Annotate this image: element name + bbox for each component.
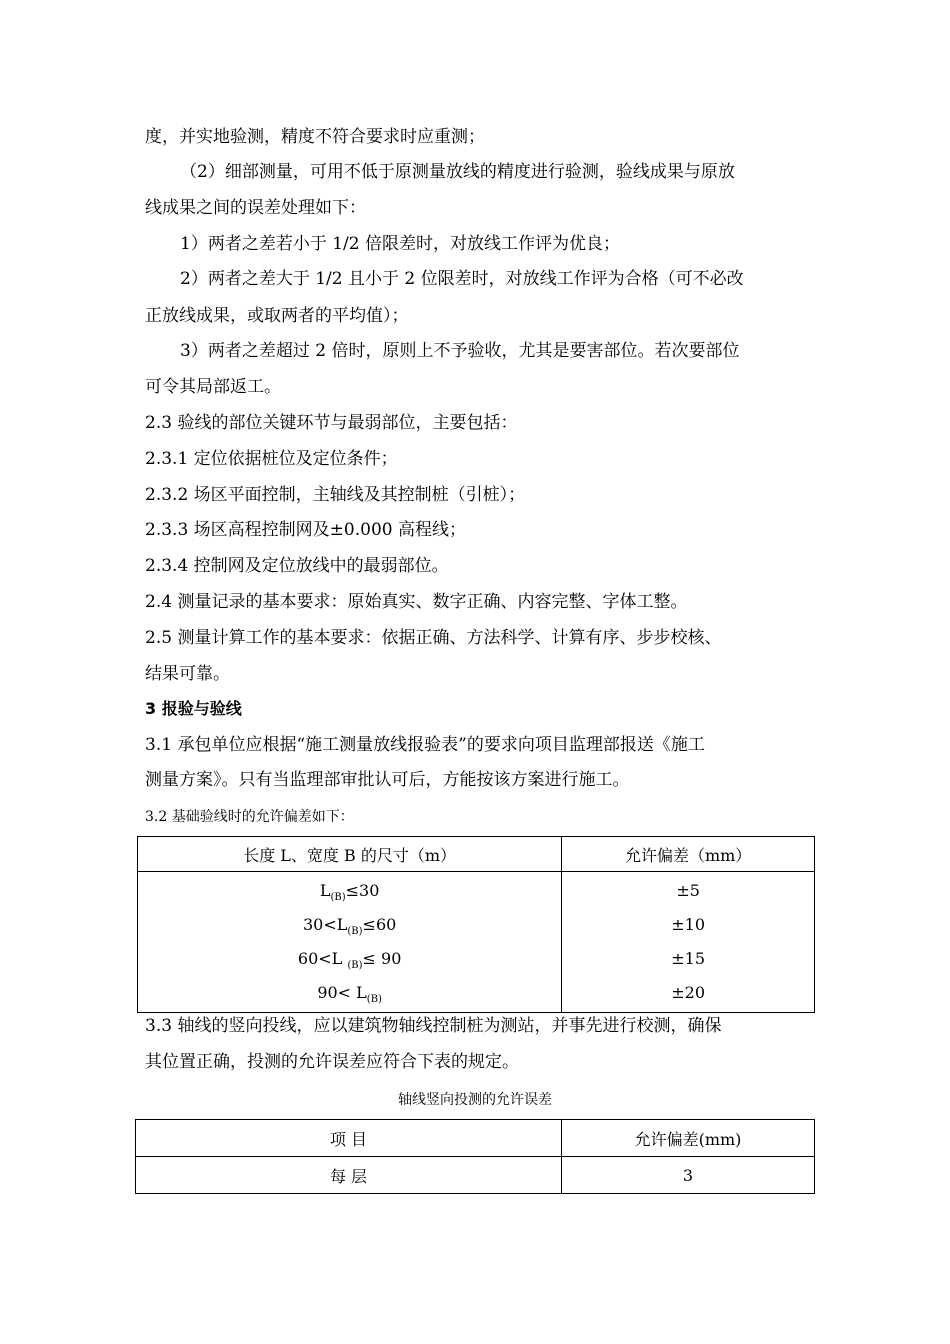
paragraph-line: 3.1 承包单位应根据“施工测量放线报验表”的要求向项目监理部报送《施工	[145, 735, 705, 755]
paragraph-line: 结果可靠。	[145, 664, 230, 684]
paragraph-line: 正放线成果，或取两者的平均值）；	[145, 306, 409, 326]
deviation-column	[562, 872, 815, 1013]
table-header-cell: 项 目	[136, 1120, 562, 1157]
table-cell: ±10	[671, 915, 706, 934]
paragraph-line: 3.3 轴线的竖向投线，应以建筑物轴线控制桩为测站，并事先进行校测，确保	[145, 1016, 722, 1036]
table-cell: ±20	[671, 983, 706, 1002]
paragraph-line: 2.3.3 场区高程控制网及±0.000 高程线；	[145, 520, 466, 540]
paragraph-line: 2.3.4 控制网及定位放线中的最弱部位。	[145, 556, 449, 576]
paragraph-line: 2.3 验线的部位关键环节与最弱部位，主要包括：	[145, 413, 518, 433]
paragraph-line: 2.4 测量记录的基本要求：原始真实、数字正确、内容完整、字体工整。	[145, 592, 688, 612]
table-caption: 轴线竖向投测的允许误差	[398, 1092, 552, 1108]
paragraph-line: 2.3.1 定位依据桩位及定位条件；	[145, 449, 398, 469]
table-cell: $30<L_{(B)}\le 60$	[302, 915, 397, 938]
foundation-tolerance-table	[137, 836, 815, 1013]
table-cell: 60<L $_{(B)}$≤ 90	[297, 949, 402, 972]
axis-tolerance-table	[135, 1119, 815, 1194]
table-cell: 每 层	[136, 1157, 562, 1194]
paragraph-line: 线成果之间的误差处理如下：	[145, 198, 366, 218]
table-cell: 3	[562, 1157, 815, 1194]
paragraph-line: 2）两者之差大于 1/2 且小于 2 位限差时，对放线工作评为合格（可不必改	[180, 269, 744, 289]
paragraph-line: 3）两者之差超过 2 倍时，原则上不予验收，尤其是要害部位。若次要部位	[180, 341, 740, 361]
paragraph-line: 3.2 基础验线时的允许偏差如下：	[145, 809, 354, 825]
paragraph-line: 2.3.2 场区平面控制，主轴线及其控制桩（引桩）；	[145, 485, 526, 505]
paragraph-line: 2.5 测量计算工作的基本要求：依据正确、方法科学、计算有序、步步校核、	[145, 628, 722, 648]
paragraph-line: 度，并实地验测，精度不符合要求时应重测；	[145, 127, 485, 147]
table-cell: ±15	[671, 949, 706, 968]
dimension-column	[138, 872, 562, 1013]
paragraph-line: 测量方案》。只有当监理部审批认可后，方能按该方案进行施工。	[145, 770, 630, 790]
paragraph-line: 可令其局部返工。	[145, 377, 281, 397]
paragraph-line: （2）细部测量，可用不低于原测量放线的精度进行验测，验线成果与原放	[180, 162, 735, 182]
paragraph-line: 其位置正确，投测的允许误差应符合下表的规定。	[145, 1052, 519, 1072]
table-cell: $90< L_{(B)}$	[317, 983, 382, 1006]
section-heading: 3 报验与验线	[145, 699, 242, 718]
table-header-cell: 长度 L、宽度 B 的尺寸（m）	[138, 837, 562, 872]
table-cell: ±5	[676, 881, 700, 900]
paragraph-line: 1）两者之差若小于 1/2 倍限差时，对放线工作评为优良；	[180, 234, 620, 254]
table-header-cell: 允许偏差（mm）	[562, 837, 815, 872]
table-header-cell: 允许偏差(mm)	[562, 1120, 815, 1157]
table-cell: $L_{(B)}\le 30$	[319, 881, 380, 904]
